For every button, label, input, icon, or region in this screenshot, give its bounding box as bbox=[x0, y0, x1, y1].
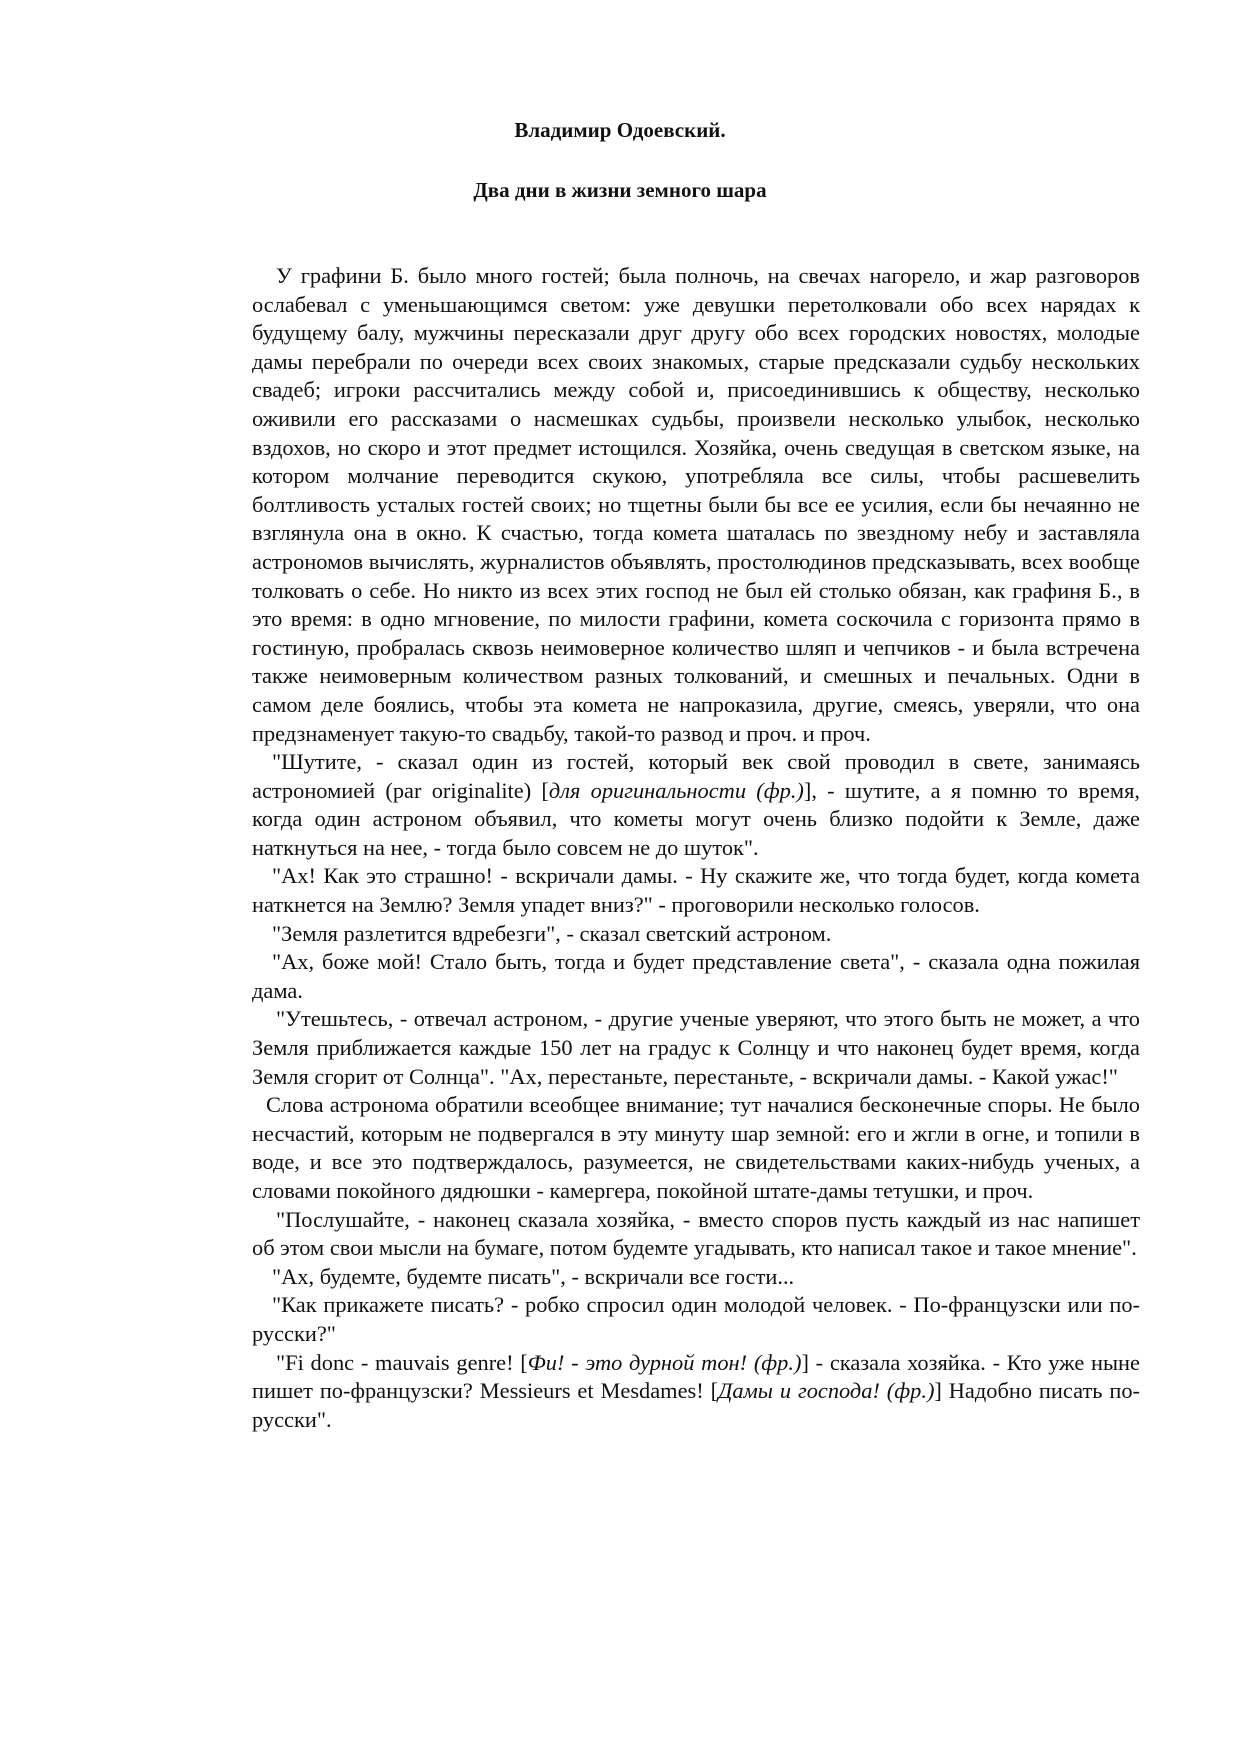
paragraph bbox=[252, 1291, 1140, 1348]
translation-note: для оригинальности (фр.) bbox=[548, 777, 804, 803]
body-text bbox=[252, 262, 1140, 1434]
text-run: "Как прикажете писать? - робко спросил один молодой человек. - По-французски или по-русски?" bbox=[252, 1292, 1140, 1346]
text-run: "Утешьтесь, - отвечал астроном, - другие ученые уверяют, что этого быть не может, а что Земля приближается каждые 150 лет на градус к Солнцу и что наконец будет время, когда Земля сгорит от Солнца". "Ах, перестаньте, перестаньте, - вскричали дамы. - Какой ужас!" bbox=[252, 1006, 1140, 1089]
paragraph bbox=[252, 1091, 1140, 1205]
paragraph bbox=[252, 862, 1140, 919]
text-run: Слова астронома обратили всеобщее внимание; тут началися бесконечные споры. Не было несчастий, которым не подвергался в эту минуту шар земной: его и жгли в огне, и топили в воде, и все это подтверждалось, разумеется, не свидетельствами каких-нибудь ученых, а словами покойного дядюшки - камергера, покойной штате-дамы тетушки, и проч. bbox=[252, 1092, 1140, 1203]
translation-note: Фи! - это дурной тон! (фр.) bbox=[527, 1349, 802, 1375]
text-run: "Ах, боже мой! Стало быть, тогда и будет представление света", - сказала одна пожилая дама. bbox=[252, 949, 1140, 1003]
paragraph bbox=[252, 262, 1140, 748]
paragraph bbox=[252, 1206, 1140, 1263]
text-run: "Fi donc - mauvais genre! [ bbox=[276, 1349, 528, 1375]
translation-note: Дамы и господа! (фр.) bbox=[718, 1378, 935, 1404]
paragraph bbox=[252, 948, 1140, 1005]
work-title: Два дни в жизни земного шара bbox=[473, 178, 767, 202]
text-run: ] - сказала хозяйка. - Кто уже ныне пишет по-французски? Messieurs et Mesdames! [ bbox=[252, 1349, 1140, 1404]
text-run: "Ах! Как это страшно! - вскричали дамы. - Ну скажите же, что тогда будет, когда комета наткнется на Землю? Земля упадет вниз?" - проговорили несколько голосов. bbox=[252, 863, 1140, 918]
text-run: "Земля разлетится вдребезги", - сказал светский астроном. bbox=[272, 920, 832, 946]
paragraph bbox=[252, 748, 1140, 862]
text-run: ] Надобно писать по-русски". bbox=[252, 1378, 1140, 1432]
text-run: У графини Б. было много гостей; была полночь, на свечах нагорело, и жар разговоров ослабевал с уменьшающимся светом: уже девушки перетолковали обо всех нарядах к будущему балу, мужчины пересказали друг другу обо всех городских новостях, молодые дамы перебрали по очереди всех своих знакомых, старые предсказали судьбу нескольких свадеб; игроки рассчитались между собой и, присоединившись к обществу, несколько оживили его рассказами о насмешках судьбы, произвели несколько улыбок, несколько вздохов, но скоро и этот предмет истощился. Хозяйка, очень сведущая в светском языке, на котором молчание переводится скукою, употребляла все силы, чтобы расшевелить болтливость усталых гостей своих; но тщетны были бы все ее усилия, если бы нечаянно не взглянула она в окно. К счастью, тогда комета шаталась по звездному небу и заставляла астрономов вычислять, журналистов объявлять, простолюдинов предсказывать, всех вообще толковать о себе. Но никто из всех этих господ не был ей столько обязан, как графиня Б., в это время: в одно мгновение, по милости графини, комета соскочила с горизонта прямо в гостиную, пробралась сквозь неимоверное количество шляп и чепчиков - и была встречена также неимоверным количеством разных толкований, и смешных и печальных. Одни в самом деле боялись, чтобы эта комета не напроказила, другие, смеясь, уверяли, что она предзнаменует такую-то свадьбу, такой-то развод и проч. и проч. bbox=[252, 263, 1140, 746]
paragraph bbox=[252, 1349, 1140, 1435]
text-run: ], - шутите, а я помню то время, когда один астроном объявил, что кометы могут очень близко подойти к Земле, даже наткнуться на нее, - тогда было совсем не до шуток". bbox=[252, 777, 1140, 860]
paragraph bbox=[252, 1263, 1140, 1292]
text-run: "Шутите, - сказал один из гостей, который век свой проводил в свете, занимаясь астрономией (par originalite) [ bbox=[252, 749, 1140, 803]
text-run: "Послушайте, - наконец сказала хозяйка, - вместо споров пусть каждый из нас напишет об этом свои мысли на бумаге, потом будемте угадывать, кто написал такое и такое мнение". bbox=[252, 1206, 1140, 1261]
author-heading: Владимир Одоевский. bbox=[514, 118, 726, 142]
text-run: "Ах, будемте, будемте писать", - вскричали все гости... bbox=[272, 1263, 795, 1289]
paragraph bbox=[252, 920, 1140, 949]
paragraph bbox=[252, 1005, 1140, 1091]
